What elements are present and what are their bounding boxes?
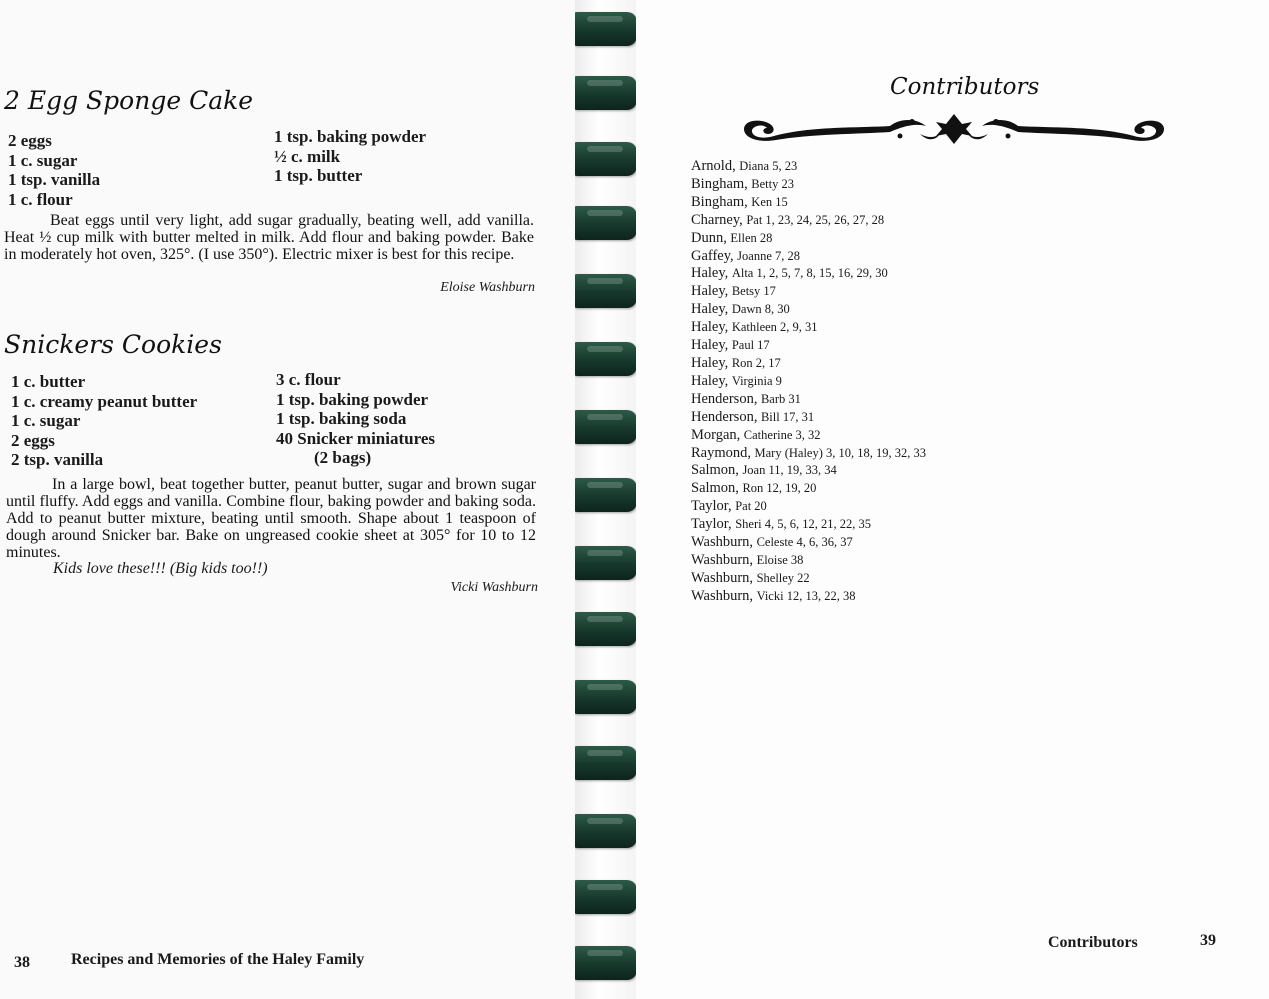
recipe-note-snickers: Kids love these!!! (Big kids too!!) <box>53 560 268 577</box>
ingredient: 1 tsp. baking powder <box>274 127 427 146</box>
contributor-surname: Bingham, <box>691 175 748 192</box>
contributor-entry <box>691 158 971 176</box>
contributor-name-pages: Barb 31 <box>760 391 801 406</box>
contributor-surname: Morgan, <box>691 426 741 443</box>
contributor-entry <box>691 319 971 337</box>
ingredient-list-sponge-cake-right <box>274 127 426 186</box>
contributor-entry <box>691 391 971 409</box>
contributor-name-pages: Bill 17, 31 <box>760 409 815 424</box>
page-title: Contributors <box>890 74 1040 100</box>
ingredient-list-snickers-right <box>276 370 435 468</box>
flourish-ornament-icon <box>740 112 1168 146</box>
contributor-surname: Haley, <box>691 337 729 354</box>
contributor-surname: Haley, <box>691 319 729 336</box>
contributor-name-pages: Eloise 38 <box>756 552 804 567</box>
contributor-name-pages: Betsy 17 <box>731 284 776 299</box>
contributor-surname: Henderson, <box>691 408 758 425</box>
contributor-name-pages: Paul 17 <box>731 338 770 353</box>
binding-coil <box>573 342 637 376</box>
binding-coil <box>573 546 637 580</box>
ingredient: 2 eggs <box>8 131 52 150</box>
contributor-entry <box>691 445 971 463</box>
contributor-name-pages: Betty 23 <box>751 176 795 191</box>
binding-coil <box>573 478 637 512</box>
section-title-footer: Contributors <box>1048 934 1138 951</box>
left-page <box>0 0 575 999</box>
contributor-surname: Haley, <box>691 283 729 300</box>
ingredient: 2 eggs <box>11 430 55 450</box>
contributor-name-pages: Ellen 28 <box>730 230 773 245</box>
contributor-surname: Salmon, <box>691 462 739 479</box>
book-title-footer: Recipes and Memories of the Haley Family <box>71 951 365 968</box>
binding-coil <box>573 680 637 714</box>
contributor-surname: Charney, <box>691 211 743 228</box>
ingredient: 1 c. flour <box>8 189 73 209</box>
ingredient: 3 c. flour <box>276 370 341 389</box>
binding-coil <box>573 12 637 46</box>
contributor-entry <box>691 194 971 212</box>
contributor-entry <box>691 283 971 301</box>
contributor-name-pages: Ron 2, 17 <box>731 355 781 370</box>
contributor-surname: Washburn, <box>691 551 754 568</box>
page-number-right: 39 <box>1200 932 1216 949</box>
ingredient: (2 bags) <box>314 448 372 467</box>
binding-coil <box>573 274 637 308</box>
binding-coil <box>573 946 637 980</box>
contributor-entry <box>691 427 971 445</box>
contributor-entry <box>691 230 971 248</box>
contributor-surname: Washburn, <box>691 587 754 604</box>
binding-coil <box>573 76 637 110</box>
contributor-entry <box>691 176 971 194</box>
ingredient: 1 c. sugar <box>11 411 81 430</box>
contributor-surname: Haley, <box>691 354 729 371</box>
contributor-entry <box>691 265 971 283</box>
contributor-surname: Taylor, <box>691 516 732 533</box>
ingredient: 1 c. butter <box>11 372 86 391</box>
ingredient: 40 Snicker miniatures <box>276 428 435 448</box>
contributor-surname: Raymond, <box>691 444 752 461</box>
contributor-surname: Arnold, <box>691 158 736 174</box>
contributor-name-pages: Mary (Haley) 3, 10, 18, 19, 32, 33 <box>754 445 927 460</box>
contributor-name-pages: Virginia 9 <box>731 373 782 388</box>
ingredient: 1 tsp. baking soda <box>276 409 407 428</box>
contributor-name-pages: Dawn 8, 30 <box>731 302 790 317</box>
contributors-list <box>691 158 971 606</box>
contributor-name-pages: Catherine 3, 32 <box>743 427 821 442</box>
page-number-left: 38 <box>14 954 30 971</box>
recipe-title-snickers-cookies: Snickers Cookies <box>4 330 222 359</box>
contributor-surname: Bingham, <box>691 193 748 210</box>
recipe-signature-snickers: Vicki Washburn <box>450 580 538 595</box>
contributor-entry <box>691 588 971 606</box>
contributor-surname: Taylor, <box>691 498 732 515</box>
binding-coil <box>573 746 637 780</box>
contributor-name-pages: Sheri 4, 5, 6, 12, 21, 22, 35 <box>735 517 871 532</box>
ingredient: 1 tsp. butter <box>274 166 363 185</box>
binding-coil <box>573 612 637 646</box>
ingredient: ½ c. milk <box>274 146 341 166</box>
contributor-surname: Washburn, <box>691 534 754 551</box>
ingredient: 1 c. sugar <box>8 150 78 170</box>
contributor-name-pages: Diana 5, 23 <box>739 159 798 173</box>
recipe-signature-sponge-cake: Eloise Washburn <box>440 280 535 295</box>
contributor-surname: Haley, <box>691 301 729 318</box>
contributor-entry <box>691 534 971 552</box>
contributor-surname: Haley, <box>691 265 729 282</box>
contributor-name-pages: Pat 1, 23, 24, 25, 26, 27, 28 <box>746 212 885 227</box>
binding-coil <box>573 880 637 914</box>
contributor-surname: Haley, <box>691 372 729 389</box>
contributor-name-pages: Kathleen 2, 9, 31 <box>731 320 818 335</box>
contributor-entry <box>691 498 971 516</box>
contributor-surname: Washburn, <box>691 569 754 586</box>
contributor-name-pages: Ron 12, 19, 20 <box>742 481 817 496</box>
contributor-surname: Henderson, <box>691 390 758 407</box>
contributor-entry <box>691 480 971 498</box>
ingredient: 2 tsp. vanilla <box>11 450 104 469</box>
contributor-entry <box>691 355 971 373</box>
contributor-entry <box>691 409 971 427</box>
recipe-directions-snickers: In a large bowl, beat together butter, peanut butter, sugar and brown sugar until fluffy. Add eggs and vanilla. Combine flour, baking powder and baking soda. Add to peanut butter mixture, beating until smooth. Shape about 1 teaspoon of dough around Snicker bar. Bake on ungreased cookie sheet at 305° for 10 to 12 minutes. <box>6 476 536 561</box>
contributor-entry <box>691 212 971 230</box>
contributor-entry <box>691 301 971 319</box>
contributor-surname: Salmon, <box>691 480 739 497</box>
contributor-entry <box>691 552 971 570</box>
contributor-name-pages: Joanne 7, 28 <box>737 248 801 263</box>
contributor-name-pages: Pat 20 <box>735 499 767 514</box>
ingredient: 1 tsp. vanilla <box>8 170 101 189</box>
contributor-entry <box>691 373 971 391</box>
binding-coil <box>573 206 637 240</box>
contributor-name-pages: Shelley 22 <box>756 570 810 585</box>
contributor-entry <box>691 462 971 480</box>
contributor-name-pages: Celeste 4, 6, 36, 37 <box>756 535 853 550</box>
contributor-surname: Dunn, <box>691 229 727 246</box>
recipe-title-sponge-cake: 2 Egg Sponge Cake <box>4 86 254 115</box>
contributor-name-pages: Alta 1, 2, 5, 7, 8, 15, 16, 29, 30 <box>731 266 888 281</box>
ingredient: 1 tsp. baking powder <box>276 389 429 409</box>
binding-coil <box>573 410 637 444</box>
binding-coil <box>573 142 637 176</box>
contributor-entry <box>691 248 971 266</box>
contributor-name-pages: Ken 15 <box>751 194 788 209</box>
recipe-directions-sponge-cake: Beat eggs until very light, add sugar gradually, beating well, add vanilla. Heat ½ cup milk with butter melted in milk. Add flour and baking powder. Bake in moderately hot oven, 325°. (I use 350°). Electric mixer is best for this recipe. <box>4 212 534 263</box>
contributor-surname: Gaffey, <box>691 247 734 264</box>
contributor-name-pages: Joan 11, 19, 33, 34 <box>742 463 837 478</box>
ingredient-list-snickers-left <box>11 372 197 470</box>
contributor-name-pages: Vicki 12, 13, 22, 38 <box>756 588 856 603</box>
right-page <box>636 0 1269 999</box>
contributor-entry <box>691 516 971 534</box>
ingredient: 1 c. creamy peanut butter <box>11 391 198 411</box>
contributor-entry <box>691 570 971 588</box>
binding-coil <box>573 814 637 848</box>
ingredient-list-sponge-cake-left <box>8 131 100 209</box>
contributor-entry <box>691 337 971 355</box>
